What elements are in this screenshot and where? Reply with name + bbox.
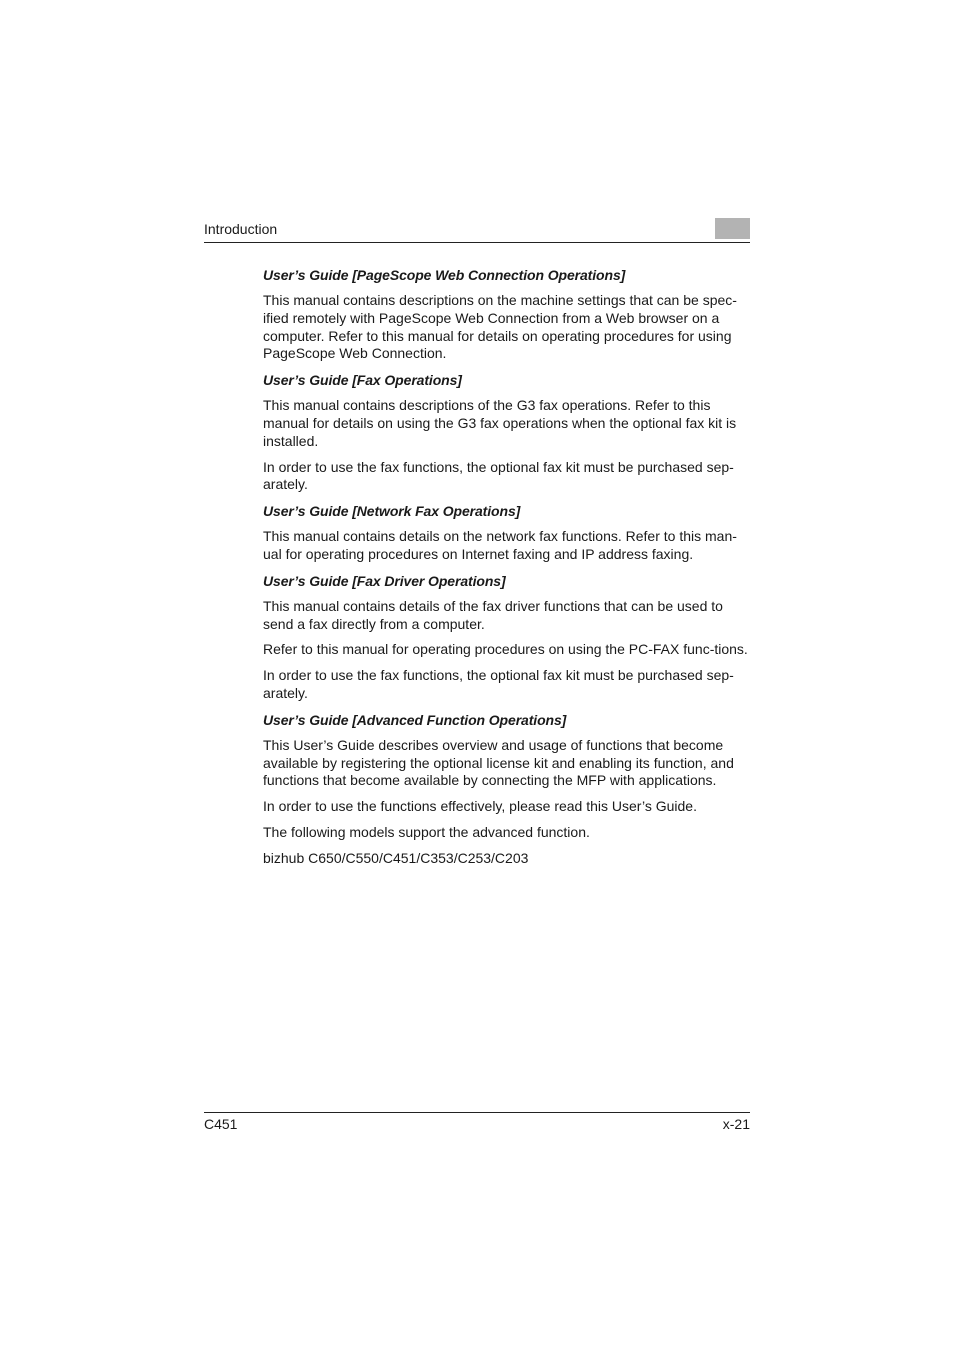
paragraph: Refer to this manual for operating procedures on using the PC-FAX func-tions. <box>263 641 748 658</box>
paragraph: In order to use the fax functions, the optional fax kit must be purchased sep-arately. <box>263 667 734 701</box>
section-title-network-fax: User’s Guide [Network Fax Operations] <box>263 503 521 520</box>
paragraph: The following models support the advanced function. <box>263 823 590 840</box>
paragraph: This manual contains descriptions of the G3 fax operations. Refer to this manual for details on using the G3 fax operations when the optional fax kit is installed. <box>263 397 737 449</box>
paragraph: bizhub C650/C550/C451/C353/C253/C203 <box>263 849 529 866</box>
paragraph: In order to use the fax functions, the optional fax kit must be purchased sep-arately. <box>263 458 734 493</box>
paragraph: This manual contains details of the fax driver functions that can be used to send a fax directly from a computer. <box>263 597 723 632</box>
section-title-fax: User’s Guide [Fax Operations] <box>263 372 462 389</box>
chapter-tab-marker <box>715 218 750 239</box>
footer-page-number: x-21 <box>722 1116 750 1132</box>
paragraph: In order to use the functions effectively, please read this User’s Guide. <box>263 798 697 815</box>
page-header <box>204 218 750 243</box>
section-title-advanced-function: User’s Guide [Advanced Function Operations] <box>263 711 567 728</box>
paragraph: This manual contains descriptions on the machine settings that can be spec-ified remotely with PageScope Web Connection from a Web browser on a computer. Refer to this manual for details on operating procedures for using PageScope Web Connection. <box>263 292 737 362</box>
header-title: Introduction <box>204 221 278 237</box>
page-footer <box>204 1112 750 1137</box>
footer-model: C451 <box>204 1116 238 1132</box>
paragraph: This manual contains details on the network fax functions. Refer to this man-ual for operating procedures on Internet faxing and IP address faxing. <box>263 528 737 562</box>
paragraph: This User’s Guide describes overview and usage of functions that become available by registering the optional license kit and enabling its function, and functions that become available by connecting the MFP with applications. <box>263 736 734 789</box>
main-content <box>263 266 753 876</box>
section-title-fax-driver: User’s Guide [Fax Driver Operations] <box>263 572 506 589</box>
section-title-web-connection: User’s Guide [PageScope Web Connection Operations] <box>263 267 626 283</box>
